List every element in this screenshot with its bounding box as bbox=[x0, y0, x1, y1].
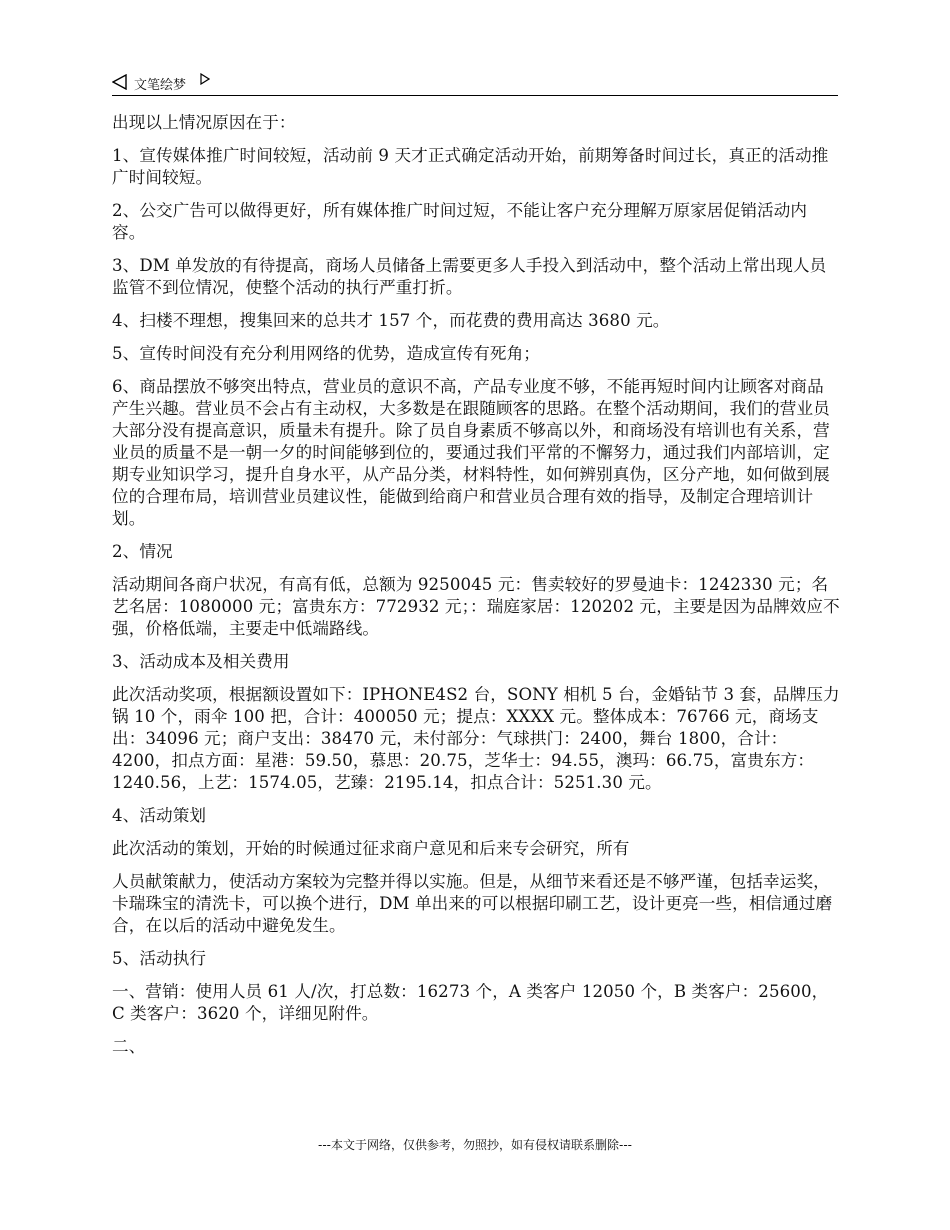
page-header bbox=[112, 70, 838, 96]
section-heading: 3、活动成本及相关费用 bbox=[112, 652, 290, 671]
paragraph: 此次活动奖项，根据额设置如下：IPHONE4S2 台，SONY 相机 5 台，金婚钻节 3 套，品牌压力锅 10 个，雨伞 100 把，合计：400050 元；提点：XXXX 元。整体成本：76766 元，商场支出：34096 元；商户支出：38470 元，未付部分：气球拱门：2400，舞台 1800，合计：4200，扣点方面：星港：59.50，慕思：20.75，芝华士：94.55，澳玛：66.75，富贵东方：1240.56，上艺：1574.05，艺臻：2195.14，扣点合计：5251.30 元。 bbox=[112, 685, 840, 792]
paragraph: 1、宣传媒体推广时间较短，活动前 9 天才正式确定活动开始，前期筹备时间过长，真正的活动推广时间较短。 bbox=[112, 146, 829, 187]
paragraph: 出现以上情况原因在于： bbox=[112, 113, 296, 132]
paragraph: 2、公交广告可以做得更好，所有媒体推广时间过短，不能让客户充分理解万原家居促销活动内容。 bbox=[112, 201, 808, 242]
paragraph: 二、 bbox=[112, 1037, 146, 1056]
paragraph: 活动期间各商户状况，有高有低，总额为 9250045 元：售卖较好的罗曼迪卡：1242330 元；名艺名居：1080000 元；富贵东方：772932 元；：瑞庭家居：120202 元，主要是因为品牌效应不强，价格低端，主要走中低端路线。 bbox=[112, 575, 840, 638]
paragraph: 一、营销：使用人员 61 人/次，打总数：16273 个，A 类客户 12050 个，B 类客户：25600，C 类客户：3620 个，详细见附件。 bbox=[112, 982, 829, 1023]
paragraph: 人员献策献力，使活动方案较为完整并得以实施。但是，从细节来看还是不够严谨，包括幸运奖，卡瑞珠宝的清洗卡，可以换个进行，DM 单出来的可以根据印刷工艺，设计更亮一些，相信通过磨合，在以后的活动中避免发生。 bbox=[112, 872, 833, 935]
document-body bbox=[112, 112, 840, 1069]
paragraph: 此次活动的策划，开始的时候通过征求商户意见和后来专会研究，所有 bbox=[112, 839, 630, 858]
footer-notice: ---本文于网络，仅供参考，勿照抄，如有侵权请联系删除--- bbox=[318, 1138, 632, 1152]
header-brand: 文笔绘梦 bbox=[134, 78, 187, 93]
paragraph: 3、DM 单发放的有待提高，商场人员储备上需要更多人手投入到活动中，整个活动上常出现人员监管不到位情况，使整个活动的执行严重打折。 bbox=[112, 256, 827, 297]
paragraph: 4、扫楼不理想，搜集回来的总共才 157 个，而花费的费用高达 3680 元。 bbox=[112, 311, 670, 330]
paragraph: 5、宣传时间没有充分利用网络的优势，造成宣传有死角； bbox=[112, 344, 540, 363]
right-triangle-icon bbox=[200, 73, 210, 85]
left-triangle-icon bbox=[112, 74, 128, 90]
section-heading: 4、活动策划 bbox=[112, 806, 207, 825]
section-heading: 5、活动执行 bbox=[112, 949, 207, 968]
section-heading: 2、情况 bbox=[112, 542, 173, 561]
paragraph: 6、商品摆放不够突出特点，营业员的意识不高，产品专业度不够，不能再短时间内让顾客对商品产生兴趣。营业员不会占有主动权，大多数是在跟随顾客的思路。在整个活动期间，我们的营业员大部分没有提高意识，质量未有提升。除了员自身素质不够高以外，和商场没有培训也有关系，营业员的质量不是一朝一夕的时间能够到位的，要通过我们平常的不懈努力，通过我们内部培训，定期专业知识学习，提升自身水平，从产品分类，材料特性，如何辨别真伪，区分产地，如何做到展位的合理布局，培训营业员建议性，能做到给商户和营业员合理有效的指导，及制定合理培训计划。 bbox=[112, 377, 830, 528]
